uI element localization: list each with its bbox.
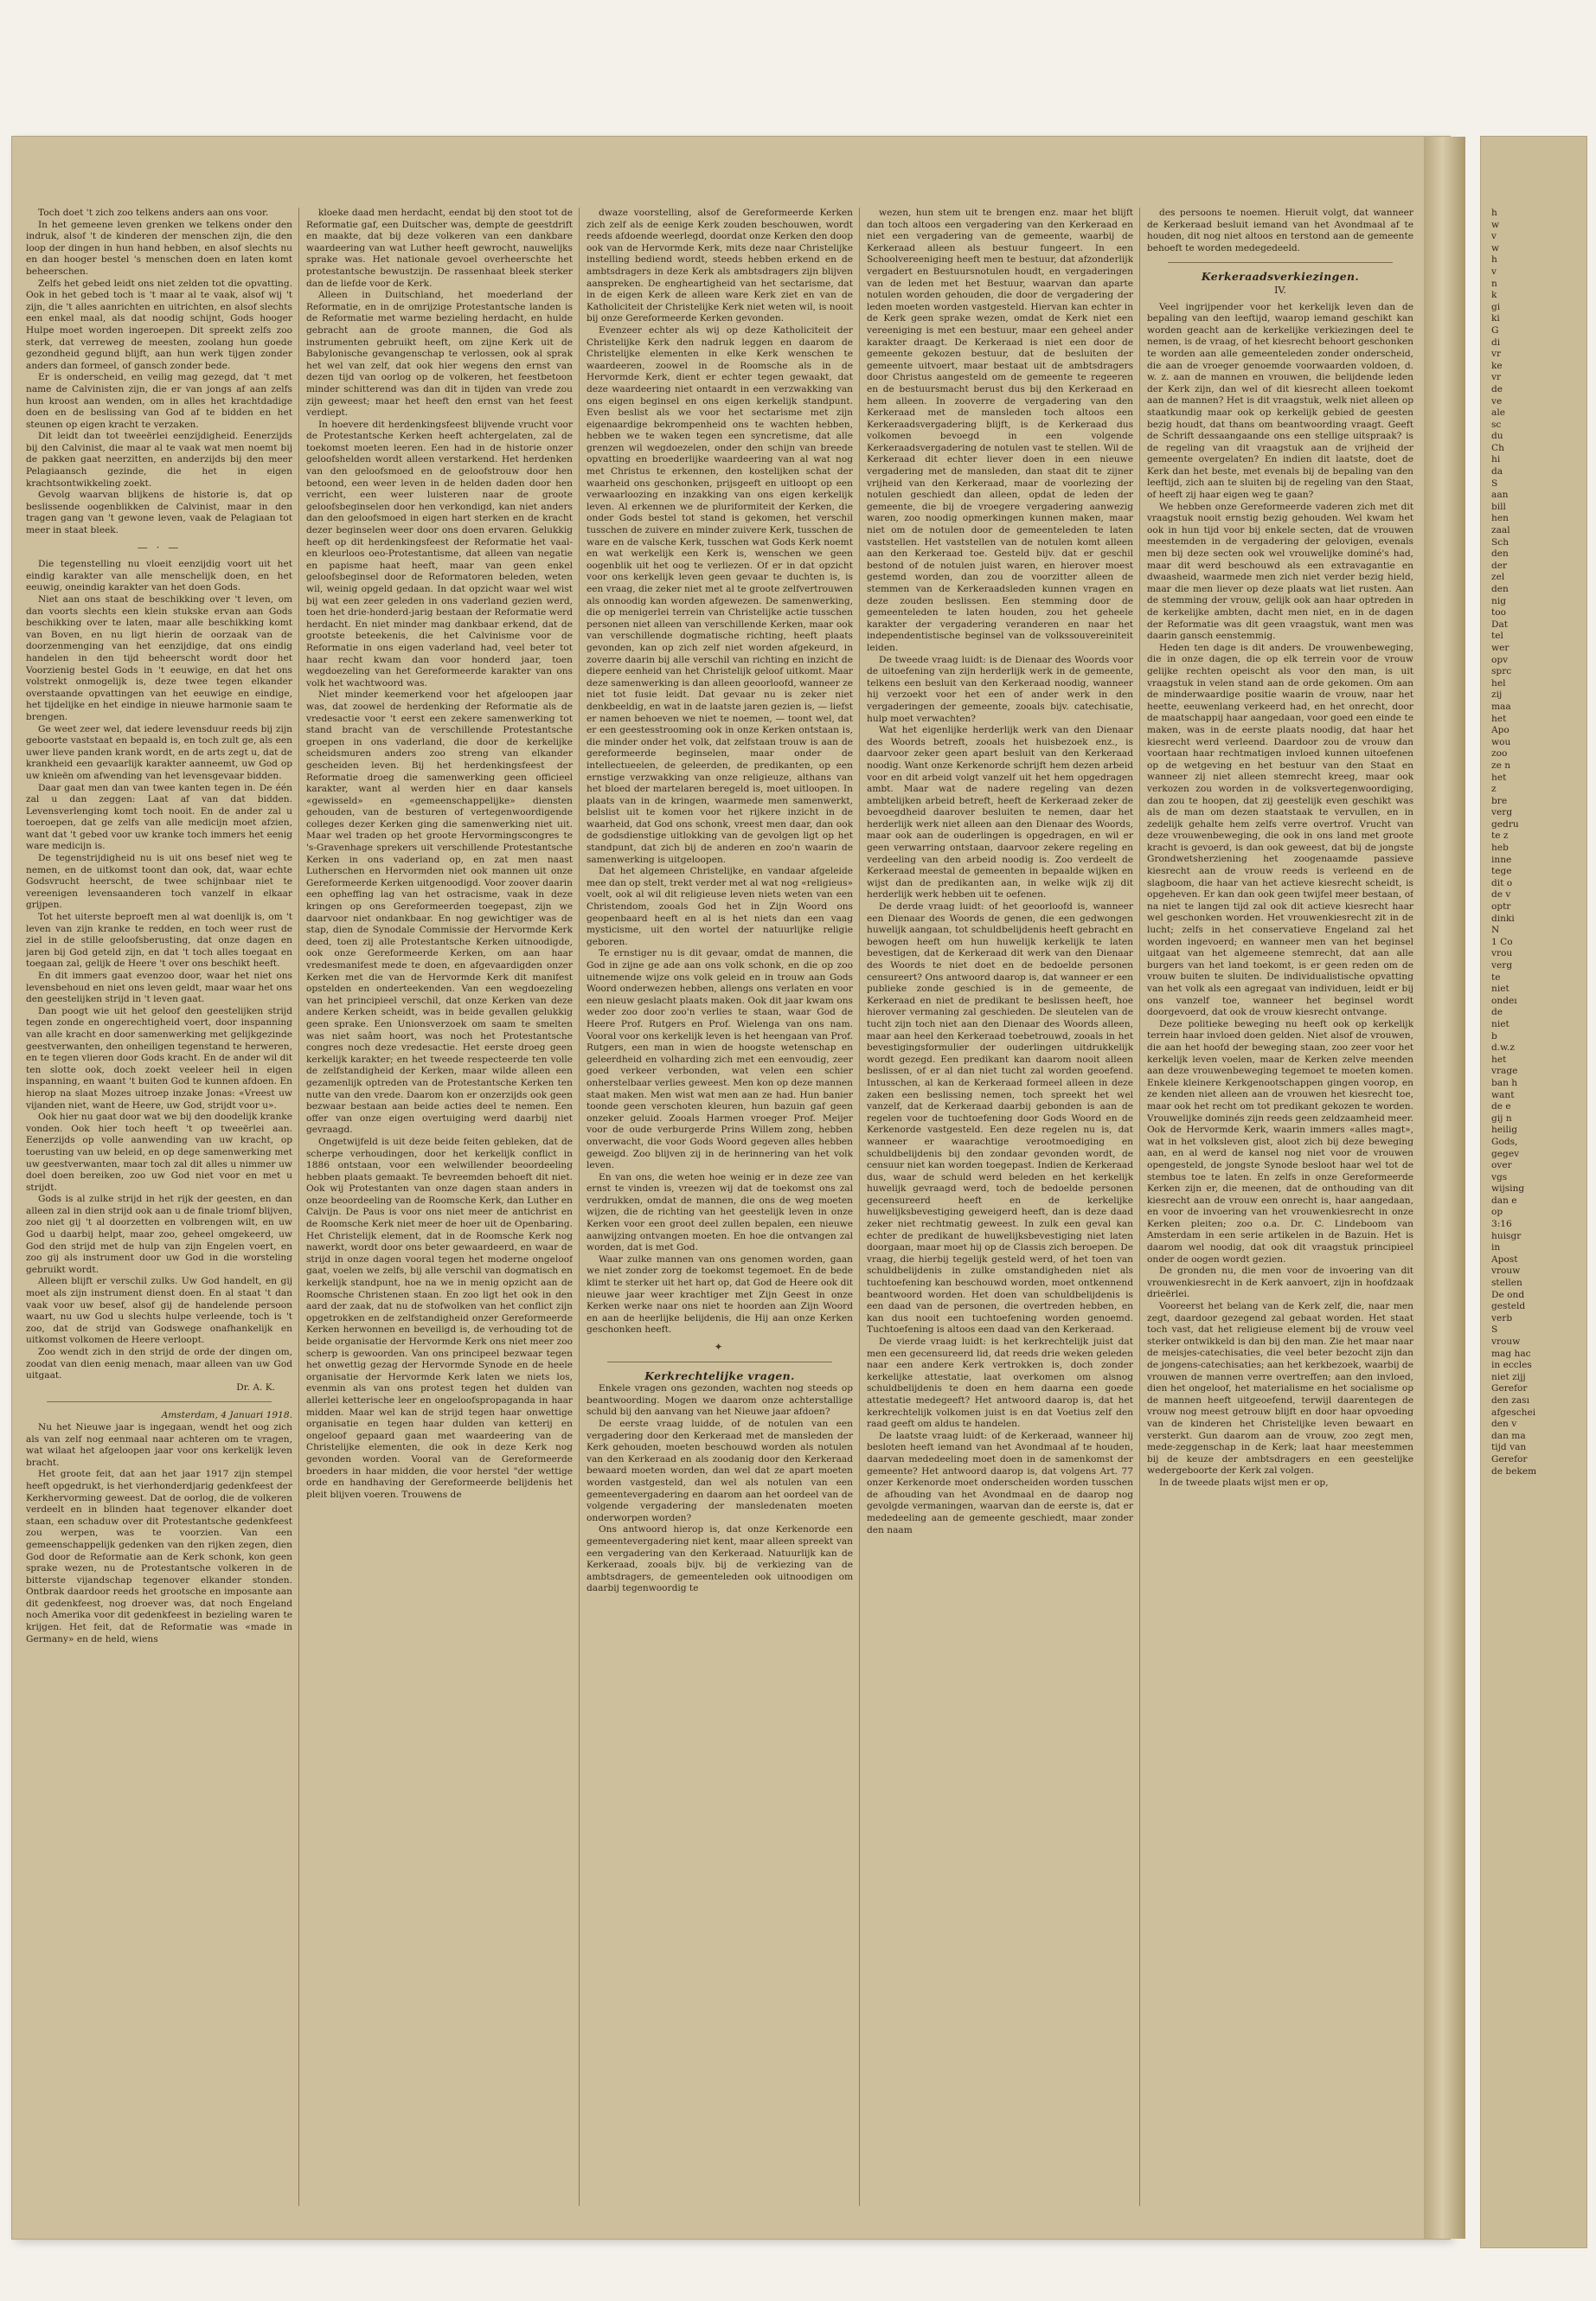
fragment-line: ze n xyxy=(1491,760,1511,771)
fragment-line: S xyxy=(1491,1324,1498,1336)
paragraph: We hebben onze Gereformeerde vaderen zich met dit vraagstuk nooit ernstig bezig gehouden. Wel kwam het ook in hun tijd voor bij enkele secten, dat de vrouwen meestemden in de vergadering der gelovigen, evenals men bij deze secten ook wel vrouwelijke dominé's had, maar dit werd beschouwd als een extravagantie en dwaasheid, waarmede men zich niet verder bezig hield, maar die men liever op deze plaats wat liet rusten. Aan de stemming der vrouw, gelijk ook aan haar optreden in de kerkelijke ambten, dacht men niet, en in de dagen der Reformatie was dit geen vraagstuk, want men was daarin gansch eenstemmig. xyxy=(1147,501,1413,642)
fragment-line: de bekem xyxy=(1491,1465,1537,1477)
article-column-4 xyxy=(867,208,1133,2214)
fragment-line: opv xyxy=(1491,654,1509,665)
fragment-line: Apo xyxy=(1491,725,1509,736)
fragment-line: v xyxy=(1491,266,1497,277)
fragment-line: wijsing xyxy=(1491,1183,1525,1195)
fragment-line: De ond xyxy=(1491,1289,1525,1300)
fragment-line: afgeschei xyxy=(1491,1407,1536,1418)
elections-article xyxy=(1147,302,1413,1490)
fragment-line: di xyxy=(1491,336,1501,348)
fragment-line: Sch xyxy=(1491,536,1509,548)
fragment-line: gegev xyxy=(1491,1148,1520,1159)
fragment-line: der xyxy=(1491,560,1508,571)
paragraph: Het groote feit, dat aan het jaar 1917 zijn stempel heeft opgedrukt, is het vierhonderdjarig gedenkfeest der Kerkhervorming geweest. Dat de oorlog, die de volkeren verdeelt en in blinden haat tegenover elkander doet staan, een schaduw over dit Protestantsche gedenkfeest zou werpen, was te voorzien. Van een gemeenschappelijk gedenken van den rijken zegen, dien God door de Reformatie aan de Kerk schonk, kon geen sprake wezen, nu de Protestantsche volkeren in de bitterste vijandschap tegenover elkander stonden. Ontbrak daardoor reeds het grootsche en imposante aan dit gedenkfeest, nog droever was, dat noch Engeland noch Amerika voor dit gedenkfeest in bezieling waren te krijgen. Het feit, dat de Reformatie was «made in Germany» en de held, wiens xyxy=(26,1469,292,1644)
paragraph: De tweede vraag luidt: is de Dienaar des Woords voor de uitoefening van zijn herderlijk werk in de gemeente, telkens een besluit van den Kerkeraad noodig, wanneer hij verzoekt voor het een of ander werk in den vergaderingen der gemeente, zooals bijv. catechisatie, hulp moet verwachten? xyxy=(867,654,1133,724)
fragment-line: gedru xyxy=(1491,818,1519,830)
fragment-line: den zası xyxy=(1491,1394,1529,1406)
paragraph: Gevolg waarvan blijkens de historie is, dat op beslissende oogenblikken de Calvinist, maar in den tragen gang van 't gewone leven, vaak de Pelagiaan tot meer in staat bleek. xyxy=(26,490,292,536)
fragment-line: tel xyxy=(1491,631,1503,642)
paragraph: Dit leidt dan tot tweeërlei eenzijdigheid. Eenerzijds bij den Calvinist, die maar al te vaak wat men noemt bij de pakken gaat neerzitten, en anderzijds bij den meer Pelagiaansch gezinde, die het in eigen krachtsontwikkeling zoekt. xyxy=(26,431,292,489)
fragment-line: ve xyxy=(1491,395,1503,407)
fragment-line: niet xyxy=(1491,984,1509,995)
fragment-line: de e xyxy=(1491,1101,1511,1112)
paragraph: De gronden nu, die men voor de invoering van dit vrouwenkiesrecht in de Kerk aanvoert, zijn in hoofdzaak drieërlei. xyxy=(1147,1266,1413,1300)
paragraph: En van ons, die weten hoe weinig er in deze zee van ernst te vinden is, vreezen wij dat de toekomst ons zal verdrukken, omdat de mannen, die ons de weg moeten wijzen, die de richting van het geestelijk leven in onze Kerken voor een groot deel zullen bepalen, een nieuwe aanwijzing ontvangen moeten. En hoe die ontvangen zal worden, dat is met God. xyxy=(586,1171,853,1253)
fragment-line: b xyxy=(1491,1030,1497,1042)
paragraph: Enkele vragen ons gezonden, wachten nog steeds op beantwoording. Mogen we daarom onze achterstallige schuld bij den aanvang van het Nieuwe jaar afdoen? xyxy=(586,1383,853,1418)
paragraph: Die tegenstelling nu vloeit eenzijdig voort uit het eindig karakter van alle menschelijk doen, en het eeuwig, oneindig karakter van het doen Gods. xyxy=(26,559,292,593)
paragraph: des persoons te noemen. Hieruit volgt, dat wanneer de Kerkeraad besluit iemand van het Avondmaal af te houden, dit nog niet altoos en terstond aan de gemeente behoeft te worden medegedeeld. xyxy=(1147,208,1413,253)
fragment-line: wer xyxy=(1491,642,1509,653)
fragment-line: aan xyxy=(1491,490,1509,501)
paragraph: De eerste vraag luidde, of de notulen van een vergadering door den Kerkeraad met de mansleden der Kerk gehouden, moeten beschouwd worden als notulen van den Kerkeraad en als zoodanig door den Kerkeraad bewaard moeten worden, dan wel dat ze apart moeten worden vastgesteld, dan wel als notulen van een gemeentevergadering en daarom aan het oordeel van de volgende vergadering der mansledenaten moeten onderworpen worden? xyxy=(586,1418,853,1523)
fragment-line: dan e xyxy=(1491,1195,1517,1206)
paragraph: Vooreerst het belang van de Kerk zelf, die, naar men zegt, daardoor gezegend zal gebaat worden. Het staat toch vast, dat het religieuse element bij de vrouw veel sterker ontwikkeld is dan bij den man. Zie het maar naar de meisjes-catechisaties, die veel beter bezocht zijn dan de jongens-catechisaties; aan het kerkbezoek, waarbij de vrouwen de mannen verre overtreffen; aan den invloed, dien het ongeloof, het materialisme en het socialisme op de mannen heeft uitgeoefend, terwijl daarentegen de vrouw nog meest getrouw blijft en door haar opvoeding van de kinderen het Christelijke leven bewaart en versterkt. Gun daarom aan de vrouw, zoo zegt men, mede-zeggenschap in de Kerk; laat haar meestemmen bij de keuze der ambtsdragers en een geestelijke wedergeboorte der Kerk zal volgen. xyxy=(1147,1301,1413,1477)
paragraph: kloeke daad men herdacht, eendat bij den stoot tot de Reformatie gaf, een Duitscher was, dempte de geestdrift en maakte, dat bij deze volkeren van een dankbare waardeering van wat Luther heeft gewrocht, nauwelijks sprake was. Het nationale gevoel overheerschte het protestantsche bewustzijn. De rassenhaat bleek sterker dan de liefde voor de Kerk. xyxy=(306,208,573,289)
fragment-line: zaal xyxy=(1491,525,1510,536)
paragraph: dwaze voorstelling, alsof de Gereformeerde Kerken zich zelf als de eenige Kerk zouden beschouwen, wordt reeds afdoende weerlegd, doordat onze Kerken den doop ook van de Hervormde Kerk, mits deze naar Christelijke instelling bediend wordt, steeds hebben erkend en de ambtsdragers in deze Kerk als ambtsdragers zijn blijven aanspreken. De engheartigheid van het sectarisme, dat in de eigen Kerk de alleen ware Kerk ziet en van de Katholiciteit der Christelijke Kerk niet weten wil, is nooit bij onze Gereformeerde Kerken gevonden. xyxy=(586,208,853,324)
fragment-line: niet xyxy=(1491,1018,1509,1029)
fragment-line: te xyxy=(1491,971,1501,983)
fragment-line: n xyxy=(1491,278,1497,289)
article-column-5 xyxy=(1147,208,1413,2214)
column-rule xyxy=(859,208,860,2206)
fragment-line: Apost xyxy=(1491,1253,1518,1265)
page-fold xyxy=(1424,137,1465,2239)
fragment-line: maa xyxy=(1491,701,1511,712)
paragraph: Dan poogt wie uit het geloof den geestelijken strijd tegen zonde en ongerechtigheid voert, door inspanning van alle kracht en door samenwerking met gelijkgezinde geestverwanten, den onheiligen tegenstand te herweren, en te tegen vlieren door Gods kracht. En de ander wil dit ten slotte ook, doch zoekt veeleer heil in eigen inspanning, en waant 't buiten God te kunnen afdoen. En hierop na slaat Mozes uitroep inzake Jonas: «Vreest uw vijanden niet, want de Heere, uw God, strijdt voor u». xyxy=(26,1005,292,1111)
fragment-line: tijd van xyxy=(1491,1442,1527,1453)
fragment-line: S xyxy=(1491,478,1498,489)
fragment-line: ondeı xyxy=(1491,995,1517,1006)
fragment-line: want xyxy=(1491,1089,1515,1100)
fragment-line: dit o xyxy=(1491,877,1513,888)
section-heading: Kerkrechtelijke vragen. xyxy=(644,1368,795,1382)
paragraph: Daar gaat men dan van twee kanten tegen in. De één zal u dan zeggen: Laat af van dat bidden. Levensverlenging komt toch nooit. En de ander zal u toeroepen, dat ge zelfs van alle medicijn moet afzien, want dat 't gebed voor uw kranke toch immers het eenig ware medicijn is. xyxy=(26,782,292,852)
fragment-line: niet zijj xyxy=(1491,1371,1526,1382)
new-year-article-cont xyxy=(306,208,573,1501)
dateline: Amsterdam, 4 Januari 1918. xyxy=(161,1410,292,1421)
fragment-line: sc xyxy=(1491,419,1502,430)
paragraph: Ook hier nu gaat door wat we bij den doodelijk kranke vonden. Ook hier toch heeft 't op tweeërlei aan. Eenerzijds op volle aanwending van uw kracht, op toerusting van uw beleid, en op dege samenwerking met uw geestverwanten, maar toch zal dit alles u nimmer uw doel doen bereiken, zoo uw God niet voor en met u strijdt. xyxy=(26,1112,292,1193)
fragment-line: heilig xyxy=(1491,1125,1518,1136)
fragment-line: inne xyxy=(1491,854,1512,865)
paragraph: In het gemeene leven grenken we telkens onder den indruk, alsof 't de kinderen der menschen zijn, die den loop der dingen in hun hand hebben, en alsof slechts nu en dan hooger bestel 's menschen doen en laten komt beheerschen. xyxy=(26,219,292,277)
paragraph: Er is onderscheid, en veilig mag gezegd, dat 't met name de Calvinisten zijn, die er van jongs af aan zelfs hun kroost aan wenden, om in alles het krachtdadige doen en de beslissing van God af te bidden en het steunen op eigen kracht te verzaken. xyxy=(26,372,292,430)
paragraph: Deze politieke beweging nu heeft ook op kerkelijk terrein haar invloed doen gelden. Niet alsof de vrouwen, die aan het hoofd der beweging staan, zoo zeer voor het kerkelijk leven voelen, maar de Kerken zelve meenden aan deze vrouwenbeweging tegemoet te moeten komen. Enkele kleinere Kerkgenootschappen gingen voorop, en ze kenden niet alleen aan de vrouwen het kiesrecht toe, maar ook het recht om tot predikant gekozen te worden. Vrouwelijke dominés zijn reeds geen zeldzaamheid meer. Ook de Hervormde Kerk, waarin immers «alles magt», wat in het volksleven gist, aloot zich bij deze beweging aan, en al werd de kansel nog niet voor de vrouwen opengesteld, de jongste Synode besloot haar wel tot de stembus toe te laten. En zelfs in onze Gereformeerde Kerken zijn er, die meenen, dat de onthouding van dit kiesrecht aan de vrouw een onrecht is, haar aangedaan, en voor de invoering van het vrouwenkiesrecht in onze Kerken pleiten; zoo o.a. Dr. C. Lindeboom van Amsterdam in een serie artikelen in de Bazuin. Het is daarom wel noodig, dat ook dit vraagstuk principieel onder de oogen wordt gezien. xyxy=(1147,1018,1413,1265)
fragment-line: du xyxy=(1491,431,1503,442)
article-column-1 xyxy=(26,208,292,2214)
paragraph: Zelfs het gebed leidt ons niet zelden tot die opvatting. Ook in het gebed toch is 't maar al te vaak, alsof wij 't zijn, die 't alles aanrichten en uitrichten, en alsof slechts een enkel maal, als dat noodig schijnt, Gods hooger Hulpe moet worden ingeroepen. Dit spreekt zelfs zoo sterk, dat verreweg de meesten, zoolang hun goede gezondheid gegund blijft, aan hun werk tijgen zonder anders dan formeel, of gansch zonder bede. xyxy=(26,278,292,371)
fragment-line: vgs xyxy=(1491,1171,1508,1183)
fragment-line: de v xyxy=(1491,889,1511,901)
new-year-article xyxy=(26,1422,292,1645)
paragraph: Alleen blijft er verschil zulks. Uw God handelt, en gij moet als zijn instrument dienst doen. En al staat 't dan vaak voor uw besef, alsof gij de handelende persoon waart, nu uw God u slechts hulpe verleende, toch is 't zoo, dat de strijd van Godswege onafhankelijk en uitkomst volkomen de Heere verloopt. xyxy=(26,1276,292,1346)
fragment-line: bill xyxy=(1491,501,1506,512)
fragment-line: vr xyxy=(1491,349,1502,360)
paragraph: Niet aan ons staat de beschikking over 't leven, om dan voorts slechts een klein stukske ervan aan Gods beschikking over te laten, maar alle beschikking komt van Boven, en nu ligt hierin de oorzaak van de doorzenmenging van het eenzijdige, dat ons eindig handelen in den tijd beheerscht wordt door het Voorzienig bestel Gods in 't eeuwige, en dat het ons volstrekt onmogelijk is, deze twee tegen elkander overstaande opvattingen van het eeuwige en eindige, het tijdelijke en het eindige in nieuwe harmonie saam te brengen. xyxy=(26,594,292,722)
fragment-line: op xyxy=(1491,1207,1503,1218)
fragment-line: den xyxy=(1491,548,1509,560)
next-page-text-fragments xyxy=(1491,208,1578,1477)
fragment-line: hel xyxy=(1491,677,1506,689)
paragraph: De vierde vraag luidt: is het kerkrechtelijk juist dat men een gecensureerd lid, dat reeds drie weken geleden naar een andere Kerk vertrokken is, doch zonder kerkelijke attestatie, laat overkomen om alsnog schuldbelijdenis te doen en hem daarna een goede attestatie medegeeft? Het antwoord daarop is, dat het kerkrechtelijk volkomen juist is en dat Voetius zelf den raad geeft om aldus te handelen. xyxy=(867,1336,1133,1430)
fragment-line: hi xyxy=(1491,454,1501,465)
fragment-line: d.w.z xyxy=(1491,1042,1515,1054)
paragraph: In hoevere dit herdenkingsfeest blijvende vrucht voor de Protestantsche Kerken heeft achtergelaten, zal de toekomst moeten leeren. Een had in de historie onzer geloofshelden wordt alleen verstarkend. Het herdenken van den geloofsmoed en de geloofstrouw door hen betoond, een weer leven in de helden daden door hen verricht, een weer luisteren naar de groote geloofsbeginselen door hen verkondigd, kan niet anders dan den geloofsmoed in eigen hart sterken en de kracht dezer beginselen weer door ons doen ervaren. Gelukkig heeft op dit herdenkingsfeest der Reformatie het vaal- en kleurloos oeo-Protestantisme, dat alleen van negatie en papisme haat heeft, maar van geen enkel geloofsbeginsel door de Reformatoren beleden, weten wil, weinig opgeld gedaan. In dat opzicht waar wel wist bij wat een zeer geleden in ons vaderland gezien werd, toen het drie-honderd-jarig bestaan der Reformatie werd herdacht. En niet minder mag dankbaar erkend, dat de grootste beteekenis, die het Calvinisme voor de Reformatie in ons eigen vaderland had, veel beter tot haar recht kwam dan voor honderd jaar, toen wegdoezeling van het Gereformeerde karakter van ons volk het wachtwoord was. xyxy=(306,419,573,689)
paragraph: Ongetwijfeld is uit deze beide feiten gebleken, dat de scherpe verhoudingen, door het kerkelijk conflict in 1886 ontstaan, voor een welwillender beoordeeling hebben plaats gemaakt. Te bevreemden behoeft dit niet. Ook wij Protestanten van onze dagen staan anders in onze beoordeeling van de Roomsche Kerk, dan Luther en Calvijn. De Paus is voor ons niet meer de antichrist en de Roomsche Kerk niet meer de hoer uit de Openbaring. Het Christelijk element, dat in de Roomsche Kerk nog nawerkt, wordt door ons beter gewaardeerd, en waar de strijd in onze dagen vooral tegen het moderne ongeloof gaat, voelen we zelfs, bij alle verschil van dogmatisch en kerkelijk standpunt, hoe na we in menig opzicht aan de Roomsche Christenen staan. En zoo ligt het ook in den aard der zaak, dat nu de stofwolken van het conflict zijn opgetrokken en de zelfstandigheid onzer Gereformeerde Kerken herwonnen en beveiligd is, de verhouding tot de beide organisatie der Hervormde Kerk ons niet meer zoo scherp is gewoorden. Van ons principeel bezwaar tegen het onwettig gezag der Hervormde Synode en de heele organisatie der Hervormde Kerk laten we niets los, evenmin als van ons protest tegen het dulden van allerlei ketterische leer en ongeloofspropaganda in haar midden. Maar wel kan de strijd tegen haar onwettige organisatie en tegen haar dulden van ketterij en ongeloof gepaard gaan met waardeering van de Christelijke elementen, die ook in deze Kerk nog gevonden worden. Vooral van de Gereformeerde broeders in haar midden, die voor herstel "der wettige orde en handhaving der Gereformeerde belijdenis het pleit blijven voeren. Trouwens de xyxy=(306,1136,573,1500)
fragment-line: Ch xyxy=(1491,442,1504,453)
separator-ornament: — · — xyxy=(137,541,182,554)
fragment-line: vr xyxy=(1491,372,1502,383)
new-year-article-end xyxy=(586,208,853,1336)
separator-line xyxy=(1168,262,1393,263)
fragment-line: v xyxy=(1491,231,1497,242)
fragment-line: gi xyxy=(1491,301,1501,312)
paragraph: Te ernstiger nu is dit gevaar, omdat de mannen, die God in zijne ge ade aan ons volk schonk, en die op zoo uitnemende wijze ons volk geleid en in trouw aan Gods Woord onderwezen hebben, allengs ons verlaten en voor een nieuw geslacht plaats maken. Ook dit jaar kwam ons weder zoo door zoo'n verlies te staan, waar God de Heere Prof. Rutgers en Prof. Wielenga van ons nam. Vooral voor ons kerkelijk leven is het heengaan van Prof. Rutgers, een man in wien de hoogste wetenschap en geleerdheid en volharding zich met een eenvoudig, zeer goed verkeer verbonden, wat velen een schier onherstelbaar verlies geweest. Men kon op deze mannen staat maken. Men wist wat men aan ze had. Hun banier toonde geen verschoten kleuren, hun bazuin gaf geen onzeker geluid. Zooals Harmen vroeger Prof. Meijer voor de oude verburgerde Prins Willem zong, hebben onverwacht, die voor Gods Woord gegeven alles hebben geweigd. Zoo blijven zij in de herinnering van het volk leven. xyxy=(586,948,853,1171)
paragraph: Gods is al zulke strijd in het rijk der geesten, en dan alleen zal in dien strijd ook aan u de finale triomf blijven, zoo niet gij 't al doorzetten en volbrengen wilt, en uw God u daarbij helpt, maar zoo, geheel omgekeerd, uw God den strijd met de hulp van zijn Engelen voert, en zoo gij als instrument door uw God in die worsteling gebruikt wordt. xyxy=(26,1194,292,1275)
fragment-line: bre xyxy=(1491,795,1508,806)
fragment-line: stellen xyxy=(1491,1278,1522,1289)
column-rule xyxy=(579,208,580,2206)
fragment-line: heb xyxy=(1491,843,1509,854)
column-rule xyxy=(1139,208,1140,2206)
paragraph: wezen, hun stem uit te brengen enz. maar het blijft dan toch altoos een vergadering van den Kerkeraad en niet een vergadering van de gemeente, waarbij de Kerkeraad alleen als bestuur fungeert. In een Schoolvereeniging heeft men te bestuur, dat afzonderlijk vergadert en Bestuursnotulen houdt, en vergaderingen van de leden met het Bestuur, waarvan dan aparte notulen worden gehouden, die door de vergadering der leden moeten worden vastgesteld. Hiervan kan echter in de Kerk geen sprake wezen, omdat de Kerk niet een vereeniging is met een bestuur, maar een geheel ander karakter draagt. De Kerkeraad is niet een door de gemeente gekozen bestuur, dat de besluiten der gemeente uitvoert, maar bestaat uit de ambtsdragers door Christus aangesteld om de gemeente te regeeren en de bestuursmacht berust dus bij den Kerkeraad en hem alleen. In zooverre de vergadering van den Kerkeraad met de mansleden toch altoos een Kerkeraadsvergadering blijft, is de Kerkeraad dus volkomen bevoegd in een volgende Kerkeraadsvergadering de notulen vast te stellen. Wil de Kerkeraad dit echter liever doen in een nieuwe vergadering met de mansleden, dan staat dit te zijner vrijheid van den Kerkeraad, maar de voorlezing der notulen geschiedt dan alleen, opdat de leden der gemeente, die bij de vroegere vergadering aanwezig waren, zoo noodig opmerkingen kunnen maken, maar niet om de notulen door de gemeenteleden te laten vaststellen. Het vaststellen van de notulen komt alleen aan den Kerkeraad toe. Gesteld bijv. dat er geschil bestond of de notulen juist waren, en hierover moest gestemd worden, dan zou de voorzitter alleen de stemmen van de Kerkeraadsleden kunnen vragen en deze zouden beslissen. Een stemming door de gemeenteleden te laten houden, zou het geheele karakter der vergadering veranderen en naar het independentistische beginsel van de volkssouvereiniteit leiden. xyxy=(867,208,1133,653)
meditation-part-1 xyxy=(26,208,292,537)
church-law-questions xyxy=(586,1383,853,1595)
paragraph: Alleen in Duitschland, het moederland der Reformatie, en in de omrijzige Protestantsche landen is de Reformatie met warme bezieling herdacht, en hulde gebracht aan de groote mannen, die God als instrumenten gebruikt heeft, om zijne Kerk uit de Babylonische gevangenschap te verlossen, ook al sprak het wel van zelf, dat ook hier wegens den ernst van dezen tijd van oorlog op de volkeren, het feestbetoon minder schitterend was dan dit in tijden van vrede zou zijn geweest; maar het heeft den ernst van het feest verdiept. xyxy=(306,290,573,419)
fragment-line: ki xyxy=(1491,313,1500,324)
article-column-3 xyxy=(586,208,853,2214)
fragment-line: 3:16 xyxy=(1491,1219,1512,1230)
fragment-line: wou xyxy=(1491,736,1511,747)
fragment-line: G xyxy=(1491,324,1499,336)
church-law-questions-end xyxy=(1147,208,1413,254)
paragraph: De laatste vraag luidt: of de Kerkeraad, wanneer hij besloten heeft iemand van het Avondmaal af te houden, daarvan mededeeling moet doen in de samenkomst der gemeente? Het antwoord daarop is, dat volgens Art. 77 onzer Kerkenorde moet onderscheiden worden tusschen de afhouding van het Avondmaal en de daarop nog gevolgde vermaningen, waarvan dan de eerste is, dat er mededeeling aan de gemeente geschiedt, maar zonder den naam xyxy=(867,1430,1133,1535)
fragment-line: verg xyxy=(1491,807,1513,818)
fragment-line: het xyxy=(1491,772,1507,783)
fragment-line: 1 Co xyxy=(1491,936,1513,947)
fragment-line: da xyxy=(1491,466,1503,478)
fragment-line: Gerefor xyxy=(1491,1383,1528,1394)
fragment-line: vrouw xyxy=(1491,1266,1521,1277)
fragment-line: vrage xyxy=(1491,1066,1518,1077)
fragment-line: z xyxy=(1491,784,1497,795)
fragment-line: N xyxy=(1491,925,1500,936)
fragment-line: dinki xyxy=(1491,913,1515,924)
fragment-line: Dat xyxy=(1491,619,1509,630)
fragment-line: in eccles xyxy=(1491,1360,1532,1371)
fragment-line: gesteld xyxy=(1491,1301,1526,1312)
fragment-line: w xyxy=(1491,219,1500,230)
paragraph: En dit immers gaat evenzoo door, waar het niet ons levensbehoud en niet ons leven geldt, maar waar het ons den geestelijken strijd in 't leven gaat. xyxy=(26,971,292,1005)
fragment-line: over xyxy=(1491,1160,1512,1171)
paragraph: In de tweede plaats wijst men er op, xyxy=(1159,1477,1329,1488)
fragment-line: sprc xyxy=(1491,666,1512,677)
signature: Dr. A. K. xyxy=(236,1381,275,1393)
paragraph: De tegenstrijdigheid nu is uit ons besef niet weg te nemen, en de uitkomst toont dan ook, dat, waar echte Godsvrucht heerscht, de twee schijnbaar niet te vereenigen levensaanderen toch vanzelf in elkaar grijpen. xyxy=(26,853,292,911)
fragment-line: hen xyxy=(1491,513,1509,524)
fragment-line: k xyxy=(1491,290,1497,301)
fragment-line: Gods, xyxy=(1491,1136,1518,1147)
paragraph: Zoo wendt zich in den strijd de orde der dingen om, zoodat van dien eenig menach, maar alleen van uw God uitgaat. xyxy=(26,1347,292,1381)
paragraph: Evenzeer echter als wij op deze Katholiciteit der Christelijke Kerk den nadruk leggen en daarom de Christelijke elementen in elke Kerk wenschen te waardeeren, zoowel in de Roomsche als in de Hervormde Kerk, dient er echter tegen gewaakt, dat deze waardeering niet ontaardt in een verzwakking van ons eigen beginsel en ons eigen kerkelijk standpunt. Even beslist als we voor het sectarisme met zijn eigenaardige bekrompenheid ons te wachten hebben, hebben we te waken tegen een syncretisme, dat alle grenzen wil wegdoezelen, onder den schijn van breede opvatting en broederlijke waardeering van al wat nog met Christus te erkennen, den kostelijken schat der waarheid ons geschonken, prijsgeeft en uitloopt op een verwaarloozing en inzakking van ons eigen kerkelijk leven. Al erkennen we de pluriformiteit der Kerken, die onder Gods bestel tot stand is gekomen, het verschil tusschen de zuivere en minder zuivere Kerk, tusschen de ware en de valsche Kerk, tusschen wat Gods Kerk noemt en wat werkelijk een Kerk is, wenschen we geen oogenblik uit het oog te verliezen. Of er in dat opzicht voor ons kerkelijk leven geen gevaar te duchten is, is een vraag, die zeker niet met al te groote zelfvertrouwen als onnoodig kan worden afgewezen. De samenwerking, die op menigerlei terrein van Christelijke actie tusschen personen niet alleen van verschillende Kerken, maar ook van verschillende dogmatische richting, heeft plaats gevonden, kan op zich zelf niet worden afgekeurd, in zoverre daarin bij alle verschil van richting en inzicht de diepere eenheid van het Christelijk geloof uitkomt. Maar deze samenwerking is dan alleen geoorloofd, wanneer ze niet tot fusie leidt. Dat gevaar nu is zeker niet denkbeeldig, en wat in de laatste jaren gezien is, — liefst er namen behoeven we niet te noemen, — toont wel, dat er een geestesstrooming ook in onze Kerken ontstaan is, die minder onder het volk, dat zelfstaan trouw is aan de gereformeerde beginselen, maar onder de intellectueelen, de geleerden, de predikanten, op een ernstige verzwakking van onze religieuze, althans van het bloed der martelaren beregeld is, moet uitloopen. In plaats van in de kringen, waarmede men samenwerkt, belslist uit te komen voor het rijkere inzicht in de waarheid, dat God ons schonk, vreest men daar, dan ook de godsdienstige uitlokking van de gevolgen ligt op het standpunt, dat zich bij de anderen en zoo'n waarin de samenwerking is uitgeloopen. xyxy=(586,324,853,865)
fragment-line: nig xyxy=(1491,595,1506,606)
fragment-line: gij n xyxy=(1491,1112,1512,1124)
fragment-line: te z xyxy=(1491,830,1509,842)
paragraph: Veel ingrijpender voor het kerkelijk leven dan de bepaling van den leeftijd, waarop iemand geschikt kan worden geacht aan de kerkelijke verkiezingen deel te nemen, is de vraag, of het kiesrecht behoort geschonken te worden aan alle gemeenteleden zonder onderscheid, die aan de vroeger genoemde voorwaarden voldoen, d. w. z. aan de mannen en vrouwen, die belijdende leden der Kerk zijn, dan wel of dit kiesrecht alleen toekomt aan de mannen? Het is dit vraagstuk, welk niet alleen op staatkundig maar ook op kerkelijk gebied de geesten bezig houdt, dat thans om beantwoording vraagt. Geeft de Schrift dessaangaande ons een stellige uitspraak? is de regeling van dit vraagstuk aan de vrijheid der gemeente overgelaten? En indien dit laatste, doet de Kerk dan het beste, met evenals bij de bepaling van den leeftijd, zich aan te sluiten bij de regeling van den Staat, of heeft zij haar eigen weg te gaan? xyxy=(1147,301,1413,501)
fragment-line: in xyxy=(1491,1242,1501,1253)
column-rule xyxy=(298,208,299,2206)
fragment-line: vrouw xyxy=(1491,1336,1521,1347)
article-column-2 xyxy=(306,208,573,2214)
paragraph: Nu het Nieuwe jaar is ingegaan, wendt het oog zich als van zelf nog eenmaal naar achteren om te vragen, wat wilaat het afgeloopen jaar voor ons kerkelijk leven bracht. xyxy=(26,1421,292,1468)
fragment-line: het xyxy=(1491,713,1507,724)
fragment-line: h xyxy=(1491,208,1497,218)
fragment-line: vrou xyxy=(1491,948,1513,959)
fragment-line: de xyxy=(1491,383,1503,394)
fragment-line: ban h xyxy=(1491,1077,1518,1088)
fragment-line: ke xyxy=(1491,360,1503,371)
fragment-line: too xyxy=(1491,607,1507,619)
section-heading: Kerkeraadsverkiezingen. xyxy=(1201,270,1360,284)
paragraph: Niet minder keemerkend voor het afgeloopen jaar was, dat zoowel de herdenking der Reformatie als de vredesactie voor 't eerst een zekere samenwerking tot stand bracht van de verschillende Protestantsche groepen in ons vaderland, die door de kerkelijke scheidsmuren anders zoo streng van elkander gescheiden leven. Bij het herdenkingsfeest der Reformatie droeg die samenwerking geen officieel karakter, want al werden hier en daar kansels «gewisseld» en «gemeenschappelijke» diensten gehouden, van de besturen of vertegenwoordigende colleges dezer Kerken ging die samenwerking niet uit. Maar wel traden op het groote Hervormingscongres te 's-Gravenhage sprekers uit verschillende Protestantsche Kerken in ons vaderland op, en zat men naast Lutherschen en Hervormden niet ook mannen uit onze Gereformeerde Kerken uitgenoodigd. Voor zoover daarin een opheffing lag van het ostracisme, vaak in deze kringen op ons Gereformeerden toegepast, zijn we daarvoor niet ondankbaar. En nog gewichtiger was de stap, dien de Synodale Commissie der Hervormde Kerk deed, toen zij alle Protestantsche Kerken uitnoodigde, ook onze Gereformeerde Kerken, om aan haar vredesmanifest mede te doen, en afgevaardigden onzer Kerken met die van de Hervormde Kerk dit manifest opstelden en onderteekenden. Van een wegdoezeling van het principieel verschil, dat onze Kerken van deze andere Kerken scheidt, was in beide gevallen gelukkig geen sprake. Een Unionsverzoek om saam te smelten was niet saâm hoort, was noch het Protestantsche congres noch deze vredesactie. Het eerste droeg geen kerkelijk karakter; en het tweede respecteerde ten volle de zelfstandigheid der Kerken, maar wilde alleen een gezamenlijk optreden van de Protestantsche Kerken ten nutte van den vrede. Daarom kon er onzerzijds ook geen bezwaar bestaan aan beide acties deel te nemen. Een offer van onze eigen overtuiging werd daarbij niet gevraagd. xyxy=(306,689,573,1136)
fragment-line: de xyxy=(1491,1007,1503,1018)
fragment-line: Gerefor xyxy=(1491,1453,1528,1465)
fragment-line: w xyxy=(1491,242,1500,253)
paragraph: Toch doet 't zich zoo telkens anders aan ons voor. xyxy=(38,208,269,218)
fragment-line: zij xyxy=(1491,689,1503,701)
separator-ornament: ✦ xyxy=(714,1341,726,1353)
fragment-line: h xyxy=(1491,254,1497,266)
separator-line xyxy=(47,1401,272,1402)
fragment-line: het xyxy=(1491,1054,1507,1065)
paragraph: Tot het uiterste beproeft men al wat doenlijk is, om 't leven van zijn kranke te redden, en toch weer rust de ziel in de stille geloofsberusting, dat onze dagen en jaren bij God geteld zijn, en dat 't toch alles toegaat en toegaan zal, gelijk de Heere 't over ons beschikt heeft. xyxy=(26,912,292,970)
fragment-line: den v xyxy=(1491,1419,1517,1430)
paragraph: Dat het algemeen Christelijke, en vandaar afgeleide mee dan op stelt, trekt verder met al wat nog «religieus» voelt, ook al wil dit religieuse leven niets weten van een Christendom, zooals God het in Zijn Woord ons geopenbaard heeft en al is het niets dan een vaag mysticisme, uit den wortel der natuurlijke religie geboren. xyxy=(586,866,853,947)
paragraph: Heden ten dage is dit anders. De vrouwenbeweging, die in onze dagen, die op elk terrein voor de vrouw gelijke rechten opeischt als voor den man, is uit vraagstuk in velen stand aan de orde gekomen. Om aan de minderwaardige positie waarin de vrouw, naar het heette, eeuwenlang verkeerd had, en het onrecht, door de maatschappij haar aangedaan, voor goed een einde te maken, was in de eerste plaats noodig, dat haar het kiesrecht werd verleend. Daardoor zou de vrouw dan voortaan haar rechtmatigen invloed kunnen uitoefenen op de wetgeving en het bestuur van den Staat en wanneer zij niet alleen stemrecht kreeg, maar ook verkozen zou worden in de volksvertegenwoordiging, dan zou te hoopen, dat zij geestelijk even geschikt was als de man om dezen staatstaak te vervullen, en in zedelijk gehalte hem zelfs verre overtrof. Vrucht van deze vrouwenbeweging, die ook in ons land met groote kracht is gevoerd, is dan ook geweest, dat bij de jongste Grondwetsherziening het zoogenaamde passieve kiesrecht aan de vrouw reeds is verleend en de slagboom, die haar van het actieve kiesrecht scheidt, is opgeheven. Er kan dan ook geen twijfel meer bestaan, of na niet te langen tijd zal ook dit actieve kiesrecht haar wel geschonken worden. Het vrouwenkiesrecht zit in de lucht; zelfs in het conservatieve Engeland zal het worden ingevoerd; en wanneer men van het beginsel uitgaat van het algemeene stemrecht, dat aan alle burgers van het land toekomt, is er geen reden om de vrouw buiten te sluiten. De individualistische opvatting van het volk als een agregaat van individuen, leidt er bij ons vanzelf toe, wanneer het beginsel wordt doorgevoerd, dat ook de vrouw kiesrecht ontvange. xyxy=(1147,642,1413,1018)
paragraph: Wat het eigenlijke herderlijk werk van den Dienaar des Woords betreft, zooals het huisbezoek enz., is daarvoor zeker geen apart besluit van den Kerkeraad noodig. Want onze Kerkenorde schrijft hem dezen arbeid voor en dit arbeid volgt vanzelf uit het hem opgedragen ambt. Maar wat de nadere regeling van dezen ambtelijken arbeid betreft, heeft de Kerkeraad zeker de bevoegdheid daarover besluiten te nemen, daar het herderlijk werk niet alleen aan den Dienaar des Woords, maar ook aan de ouderlingen is opgedragen, en wil er geen verwarring ontstaan, daarvoor zekere regeling en verdeeling van den arbeid noodig is. Zoo verdeelt de Kerkeraad meestal de gemeenten in bepaalde wijken en wijst dan de predikanten aan, in welke wijk zij dit herderlijk werk hebben uit te oefenen. xyxy=(867,725,1133,901)
paragraph: Waar zulke mannen van ons genomen worden, gaan we niet zonder zorg de toekomst tegemoet. En de bede klimt te sterker uit het hart op, dat God de Heere ook dit nieuwe jaar weer krachtiger met Zijn Geest in onze Kerken werke naar ons niet te hoorden aan Zijn Woord en aan de heerlijke belijdenis, die Hij aan onze Kerken geschonken heeft. xyxy=(586,1253,853,1336)
fragment-line: dan ma xyxy=(1491,1430,1526,1441)
meditation-part-2 xyxy=(26,559,292,1382)
paragraph: Ons antwoord hierop is, dat onze Kerkenorde een gemeentevergadering niet kent, maar alleen spreekt van een vergadering van den Kerkeraad. Natuurlijk kan de Kerkeraad, zooals bijv. bij de verkiezing van de ambtsdragers, de gemeenteleden ook uitnoodigen om daarbij tegenwoordig te xyxy=(586,1524,853,1594)
fragment-line: zoo xyxy=(1491,748,1508,760)
church-law-questions-cont xyxy=(867,208,1133,1536)
fragment-line: huisgr xyxy=(1491,1230,1522,1241)
fragment-line: optr xyxy=(1491,901,1511,913)
fragment-line: mag hac xyxy=(1491,1348,1531,1359)
section-number: IV. xyxy=(1274,284,1286,296)
fragment-line: verg xyxy=(1491,960,1513,971)
paragraph: Ge weet zeer wel, dat iedere levensduur reeds bij zijn geboorte vaststaat en bepaald is, en toch zult ge, als een uwer lieve panden krank wordt, en de arts zegt u, dat de krankheid een gevaarlijk karakter aanneemt, uw God op uw knieën om afwending van het levensgevaar bidden. xyxy=(26,723,292,781)
fragment-line: verb xyxy=(1491,1312,1513,1324)
fragment-line: ale xyxy=(1491,407,1505,419)
fragment-line: zel xyxy=(1491,572,1505,583)
paragraph: De derde vraag luidt: of het geoorloofd is, wanneer een Dienaar des Woords de genen, die een gedwongen huwelijk aangaan, tot schuldbelijdenis heeft gebracht en bewogen heeft om hun huwelijk kerkelijk te laten bevestigen, dat de Kerkeraad dit werk van den Dienaar des Woords te niet doet en de bedoelde personen censureert? Ons antwoord daarop is, dat wanneer er een publieke zonde geschied is in de gemeente, de Kerkeraad en niet de predikant te beslissen heeft, hoe hierover vermaning zal geschieden. De sleutelen van de tucht zijn toch niet aan den Dienaar des Woords alleen, maar aan heel den Kerkeraad toebetrouwd, zooals in het bevestigingsformulier der ouderlingen uitdrukkelijk wordt gezegd. Een predikant kan daarom nooit alleen beslissen, of er al dan niet tucht zal worden geoefend. Intusschen, al kan de Kerkeraad formeel alleen in deze zaken een beslissing nemen, toch spreekt het wel vanzelf, dat de Kerkeraad daarbij gebonden is aan de regelen voor de tuchtoefening door Gods Woord en de Kerkenorde vastgesteld. Een deze regelen nu is, dat wanneer er waarachtige verootmoediging en schuldbelijdenis bij den zondaar gevonden wordt, de censuur niet kan worden toegepast. Indien de Kerkeraad dus, waar de schuld werd beleden en het kerkelijk huwelijk gevraagd werd, toch de bedoelde personen gecensureerd heeft en de kerkelijke huwelijksbevestiging geweigerd heeft, dan is deze daad zeker niet rechtmatig geweest. In zulk een geval kan echter de predikant de huwelijksbevestiging niet laten doorgaan, maar moet hij op de Classis zich beroepen. De vraag, die hierbij tegelijk gesteld werd, of het toen van schuldbelijdenis in zulke omstandigheden niet als tuchtoefening kan beschouwd worden, moet ontkennend beantwoord worden. Het doen van schuldbelijdenis is een daad van de personen, die overtreden hebben, en kan dus nooit een tuchtoefening worden genoemd. Tuchtoefening is altoos een daad van den Kerkeraad. xyxy=(867,901,1133,1336)
fragment-line: tege xyxy=(1491,866,1512,877)
fragment-line: den xyxy=(1491,584,1509,594)
